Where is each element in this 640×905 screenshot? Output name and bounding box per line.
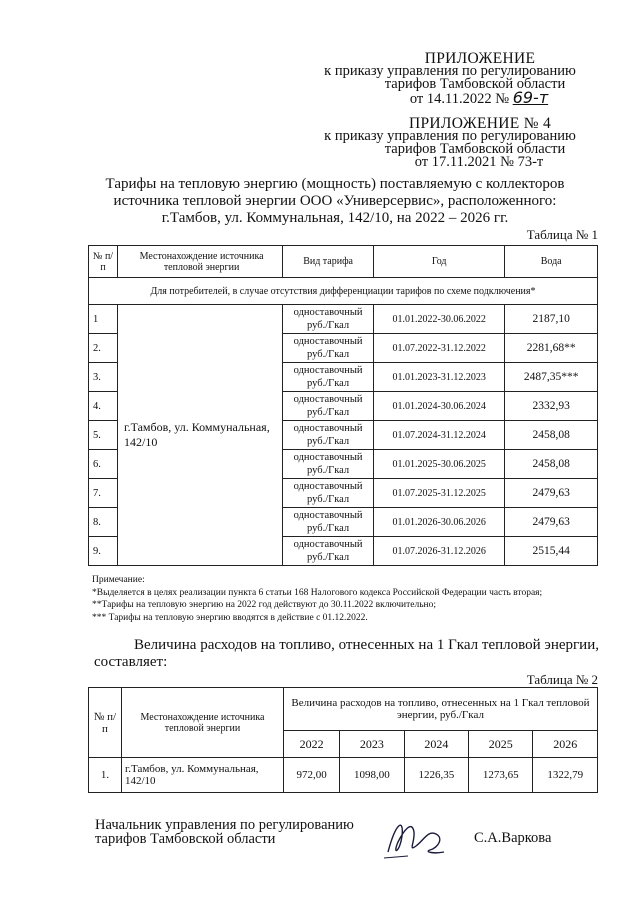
fuel-cost-value: 972,00: [284, 758, 340, 793]
water-tariff-value: 2479,63: [505, 508, 598, 537]
year-header: 2025: [469, 731, 533, 758]
signer-title-line-2: тарифов Тамбовской области: [95, 831, 276, 847]
water-tariff-value: 2515,44: [505, 537, 598, 566]
table-2-label: Таблица № 2: [526, 672, 598, 687]
appendix-4-line-2: тарифов Тамбовской области: [384, 141, 566, 157]
notes: [92, 574, 602, 624]
consumer-group-label: Для потребителей, в случае отсутствия дифференциации тарифов по схеме подключения*: [89, 278, 598, 305]
fuel-cost-value: 1226,35: [404, 758, 468, 793]
signature-block: [95, 818, 354, 846]
tariff-type-name: одноставочный: [293, 365, 363, 376]
t2-data-row: [89, 758, 598, 793]
tariff-period: 01.01.2023-31.12.2023: [374, 363, 505, 392]
row-num: 4.: [89, 392, 118, 421]
tariff-unit: руб./Гкал: [307, 349, 350, 360]
appendix-line-1: к приказу управления по регулированию: [324, 63, 576, 79]
fuel-cost-paragraph: Величина расходов на топливо, отнесенных на 1 Гкал тепловой энергии, составляет:: [94, 637, 599, 670]
water-tariff-value: 2458,08: [505, 450, 598, 479]
row-num: 3.: [89, 363, 118, 392]
fuel-cost-value: 1273,65: [469, 758, 533, 793]
tariff-period: 01.07.2022-31.12.2022: [374, 334, 505, 363]
note-2: **Тарифы на тепловую энергию на 2022 год действуют до 30.11.2022 включительно;: [92, 600, 437, 610]
tariff-unit: руб./Гкал: [307, 494, 350, 505]
t2-header-row-1: [89, 688, 598, 731]
tariff-unit: руб./Гкал: [307, 552, 350, 563]
tariff-type: [283, 334, 374, 363]
tariff-period: 01.01.2026-30.06.2026: [374, 508, 505, 537]
title-line-3: г.Тамбов, ул. Коммунальная, 142/10, на 2022 – 2026 гг.: [161, 210, 509, 226]
tariff-unit: руб./Гкал: [307, 523, 350, 534]
tariff-period: 01.07.2025-31.12.2025: [374, 479, 505, 508]
tariff-type: [283, 508, 374, 537]
t2-header-group: Величина расходов на топливо, отнесенных на 1 Гкал тепловой энергии, руб./Гкал: [284, 688, 598, 731]
appendix-header: [300, 52, 600, 106]
appendix-4-title: ПРИЛОЖЕНИЕ № 4: [408, 115, 552, 132]
tariff-type-name: одноставочный: [293, 394, 363, 405]
fuel-cost-value: 1098,00: [340, 758, 404, 793]
tariff-type: [283, 479, 374, 508]
appendix-line-2: тарифов Тамбовской области: [384, 76, 566, 92]
title-line-2: источника тепловой энергии ООО «Универсервис», расположенного:: [113, 193, 557, 209]
header-location: Местонахождение источника тепловой энергии: [118, 246, 283, 278]
year-header: 2023: [340, 731, 404, 758]
appendix-4-line-1: к приказу управления по регулированию: [324, 128, 576, 144]
tariff-type: [283, 392, 374, 421]
tariff-type: [283, 450, 374, 479]
tariff-type: [283, 537, 374, 566]
tariff-row: [89, 305, 598, 334]
year-header: 2026: [533, 731, 598, 758]
water-tariff-value: 2458,08: [505, 421, 598, 450]
water-tariff-value: 2281,68**: [505, 334, 598, 363]
row-num: 5.: [89, 421, 118, 450]
signer-name: С.А.Варкова: [474, 830, 552, 846]
water-tariff-value: 2487,35***: [505, 363, 598, 392]
document-title: [60, 176, 610, 227]
water-tariff-value: 2479,63: [505, 479, 598, 508]
note-3: *** Тарифы на тепловую энергию вводятся в действие с 01.12.2022.: [92, 612, 368, 623]
consumer-group-row: [89, 278, 598, 305]
appendix-date: от 14.11.2022 №: [409, 91, 510, 107]
note-1: *Выделяется в целях реализации пункта 6 статьи 168 Налогового кодекса Российской Федерации часть вторая;: [92, 587, 543, 598]
tariff-unit: руб./Гкал: [307, 378, 350, 389]
tariff-type-name: одноставочный: [293, 307, 363, 318]
appendix-4-line-3: от 17.11.2021 № 73-т: [414, 154, 544, 170]
tariff-unit: руб./Гкал: [307, 407, 350, 418]
signer-title-line-1: Начальник управления по регулированию: [95, 817, 354, 833]
header-water: Вода: [505, 246, 598, 278]
table-header-row: [89, 246, 598, 278]
tariff-type-name: одноставочный: [293, 481, 363, 492]
tariff-type-name: одноставочный: [293, 510, 363, 521]
tariff-period: 01.07.2024-31.12.2024: [374, 421, 505, 450]
tariff-unit: руб./Гкал: [307, 465, 350, 476]
row-num: 8.: [89, 508, 118, 537]
table-1-label: Таблица № 1: [526, 227, 598, 242]
tariff-type: [283, 421, 374, 450]
tariff-type: [283, 305, 374, 334]
tariff-type-name: одноставочный: [293, 539, 363, 550]
tariff-rows: [89, 305, 598, 566]
handwritten-signature: [378, 812, 458, 864]
header-type: Вид тарифа: [283, 246, 374, 278]
tariff-type-name: одноставочный: [293, 336, 363, 347]
appendix-4-header: [300, 117, 600, 169]
row-num: 1: [89, 305, 118, 334]
tariff-period: 01.01.2022-30.06.2022: [374, 305, 505, 334]
row-num: 2.: [89, 334, 118, 363]
water-tariff-value: 2187,10: [505, 305, 598, 334]
tariff-unit: руб./Гкал: [307, 320, 350, 331]
tariff-unit: руб./Гкал: [307, 436, 350, 447]
t2-header-num: № п/п: [89, 688, 122, 758]
fuel-cost-table: [88, 687, 598, 793]
tariff-period: 01.01.2025-30.06.2025: [374, 450, 505, 479]
tariff-type-name: одноставочный: [293, 452, 363, 463]
t2-header-location: Местонахождение источника тепловой энергии: [122, 688, 284, 758]
title-line-1: Тарифы на тепловую энергию (мощность) поставляемую с коллекторов: [105, 176, 565, 192]
water-tariff-value: 2332,93: [505, 392, 598, 421]
tariff-period: 01.01.2024-30.06.2024: [374, 392, 505, 421]
fuel-cost-value: 1322,79: [533, 758, 598, 793]
appendix-title: ПРИЛОЖЕНИЕ: [424, 50, 536, 67]
t2-row-location: г.Тамбов, ул. Коммунальная, 142/10: [122, 758, 284, 793]
location-cell: г.Тамбов, ул. Коммунальная, 142/10: [118, 305, 283, 566]
tariff-type: [283, 363, 374, 392]
t2-row-num: 1.: [89, 758, 122, 793]
year-header: 2024: [404, 731, 468, 758]
year-header: 2022: [284, 731, 340, 758]
row-num: 6.: [89, 450, 118, 479]
row-num: 7.: [89, 479, 118, 508]
tariff-type-name: одноставочный: [293, 423, 363, 434]
header-year: Год: [374, 246, 505, 278]
tariff-period: 01.07.2026-31.12.2026: [374, 537, 505, 566]
header-num: № п/п: [89, 246, 118, 278]
appendix-line-3: [300, 88, 600, 107]
tariff-table: [88, 245, 598, 566]
notes-title: Примечание:: [92, 575, 145, 585]
row-num: 9.: [89, 537, 118, 566]
handwritten-order-number: 69-т: [512, 88, 549, 107]
